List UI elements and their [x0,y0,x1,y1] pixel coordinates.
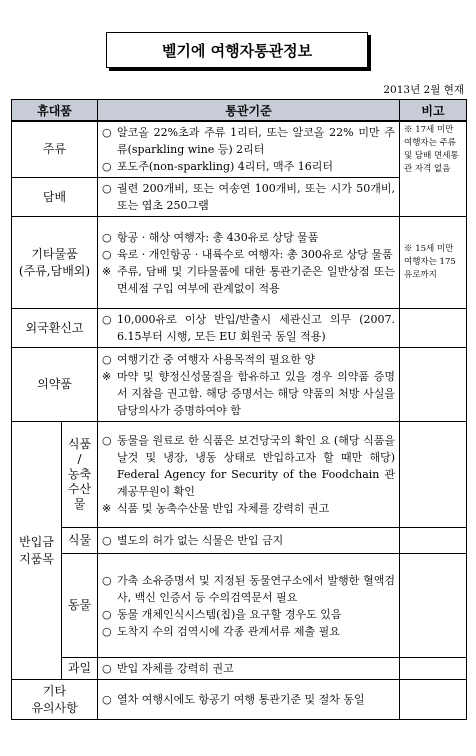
row-food [12,422,467,528]
bullet-mark: ○ [102,573,112,587]
header-note: 비고 [400,100,467,122]
row-medicine [12,348,467,422]
sub-label-fruit: 과일 [62,658,98,680]
row-fruit [12,658,467,680]
line-text: 도착지 수의 검역시에 각종 관계서류 제출 필요 [117,624,340,638]
row-content-food [98,422,400,528]
content-line [102,263,395,297]
document-title: 벨기에 여행자통관정보 [106,32,368,68]
note-empty [400,554,467,658]
bullet-mark: ○ [102,313,112,326]
bullet-mark: ※ [102,264,112,278]
content-line [102,572,395,606]
line-text: 반입 자체를 강력히 권고 [117,662,234,675]
content-line [102,500,395,517]
bullet-mark: ○ [102,534,112,547]
line-text: 주류, 담배 및 기타물품에 대한 통관기준은 일반상점 또는 면세점 구입 여부에 관계없이 적용 [117,264,395,295]
line-text: 10,000유로 이상 반입/반출시 세관신고 의무 (2007. 6.15부터 시행, 모든 EU 회원국 동일 적용) [117,313,395,343]
bullet-mark: ○ [102,230,112,244]
food-label-5: 물 [73,497,86,511]
row-label-other [12,217,98,309]
line-text: 동물 개체인식시스템(칩)을 요구할 경우도 있음 [117,607,342,621]
row-content-misc [98,680,400,720]
note-empty [400,528,467,554]
sub-label-animal: 동물 [62,554,98,658]
row-label-restricted [12,422,62,680]
sub-label-plant: 식물 [62,528,98,554]
content-line [102,246,395,263]
row-plant [12,528,467,554]
row-other-goods [12,217,467,309]
note-empty [400,680,467,720]
line-text: 포도주(non-sparkling) 4리터, 맥주 16리터 [117,160,334,173]
content-line [102,180,395,214]
content-line [102,623,395,640]
date-label: 2013년 2월 현재 [383,84,464,96]
content-line [102,691,395,708]
bullet-mark: ○ [102,126,112,139]
row-content-fruit [98,658,400,680]
header-content: 통관기준 [98,100,400,122]
row-currency [12,309,467,348]
restricted-label-2: 지품목 [19,551,54,566]
line-text: 가축 소유증명서 및 지정된 동물연구소에서 발행한 혈액검사, 백신 인증서 등 수의검역문서 필요 [117,573,395,604]
other-label-sub: (주류,담배외) [18,263,91,278]
table-header-row [12,100,467,122]
bullet-mark: ○ [102,434,112,447]
content-line [102,351,395,368]
row-content-plant [98,528,400,554]
bullet-mark: ※ [102,502,112,515]
bullet-mark: ○ [102,247,112,261]
line-text: 알코올 22%초과 주류 1리터, 또는 알코올 22% 미만 주류(sparkling wine 등) 2리터 [117,126,395,156]
food-label-4: 수산 [67,482,92,496]
line-text: 마약 및 향정신성물질을 함유하고 있을 경우 의약품 증명서 지참을 권고함. 해당 증명서는 해당 약품의 처방 사실을 담당의사가 증명하여야 함 [117,369,395,417]
row-content-medicine [98,348,400,422]
food-label-3: 농축 [67,467,92,481]
bullet-mark: ○ [102,607,112,621]
note-empty [400,309,467,348]
line-text: 별도의 허가 없는 식물은 반입 금지 [117,534,284,547]
bullet-mark: ○ [102,182,112,195]
customs-table [11,99,467,720]
sub-label-food [62,422,98,528]
row-content-currency [98,309,400,348]
note-empty [400,348,467,422]
content-line [102,311,395,345]
header-item: 휴대품 [12,100,98,122]
note-age-15: ※ 15세 미만 여행자는 175유로까지 [400,217,467,309]
row-label-medicine: 의약품 [12,348,98,422]
content-line [102,368,395,419]
bullet-mark: ○ [102,160,112,173]
food-label-2: / [77,452,82,466]
bullet-mark: ※ [102,369,112,383]
row-animal [12,554,467,658]
bullet-mark: ○ [102,693,112,706]
row-content-tobacco [98,178,400,217]
content-line [102,124,395,158]
content-line [102,532,395,549]
row-tobacco [12,178,467,217]
bullet-mark: ○ [102,352,112,366]
row-label-liquor: 주류 [12,121,98,178]
row-label-currency: 외국환신고 [12,309,98,348]
row-label-misc [12,680,98,720]
restricted-label-1: 반입금 [19,534,54,549]
misc-label-2: 유의사항 [31,700,78,715]
note-empty [400,422,467,528]
content-line [102,606,395,623]
row-content-liquor [98,121,400,178]
bullet-mark: ○ [102,662,112,675]
line-text: 식품 및 농축수산물 반입 자체를 강력히 권고 [117,502,330,515]
row-label-tobacco: 담배 [12,178,98,217]
content-line [102,660,395,677]
row-liquor [12,121,467,178]
line-text: 궐련 200개비, 또는 여송연 100개비, 또는 시가 50개비, 또는 엽초 250그램 [117,182,395,212]
line-text: 열차 여행시에도 항공기 여행 통관기준 및 절차 동일 [117,693,365,706]
note-empty [400,658,467,680]
line-text: 동물을 원료로 한 식품은 보건당국의 확인 요 (해당 식품을 날것 및 냉장, 냉동 상태로 반입하고자 할 때만 해당) Federal Agency for Security of the Foodchain 관계공무원이 확인 [117,434,395,498]
content-line [102,229,395,246]
content-line [102,158,395,175]
row-misc [12,680,467,720]
bullet-mark: ○ [102,624,112,638]
content-line [102,432,395,500]
misc-label-1: 기타 [42,683,67,698]
row-content-animal [98,554,400,658]
note-age-17: ※ 17세 미만 여행자는 주류 및 담배 면세통관 자격 없음 [400,121,467,217]
row-content-other [98,217,400,309]
line-text: 육로 · 개인항공 · 내륙수로 여행자: 총 300유로 상당 물품 [117,247,393,261]
other-label: 기타물품 [31,246,78,261]
food-label-1: 식품 [67,437,92,451]
line-text: 항공 · 해상 여행자: 총 430유로 상당 물품 [117,230,319,244]
line-text: 여행기간 중 여행자 사용목적의 필요한 양 [117,352,316,366]
